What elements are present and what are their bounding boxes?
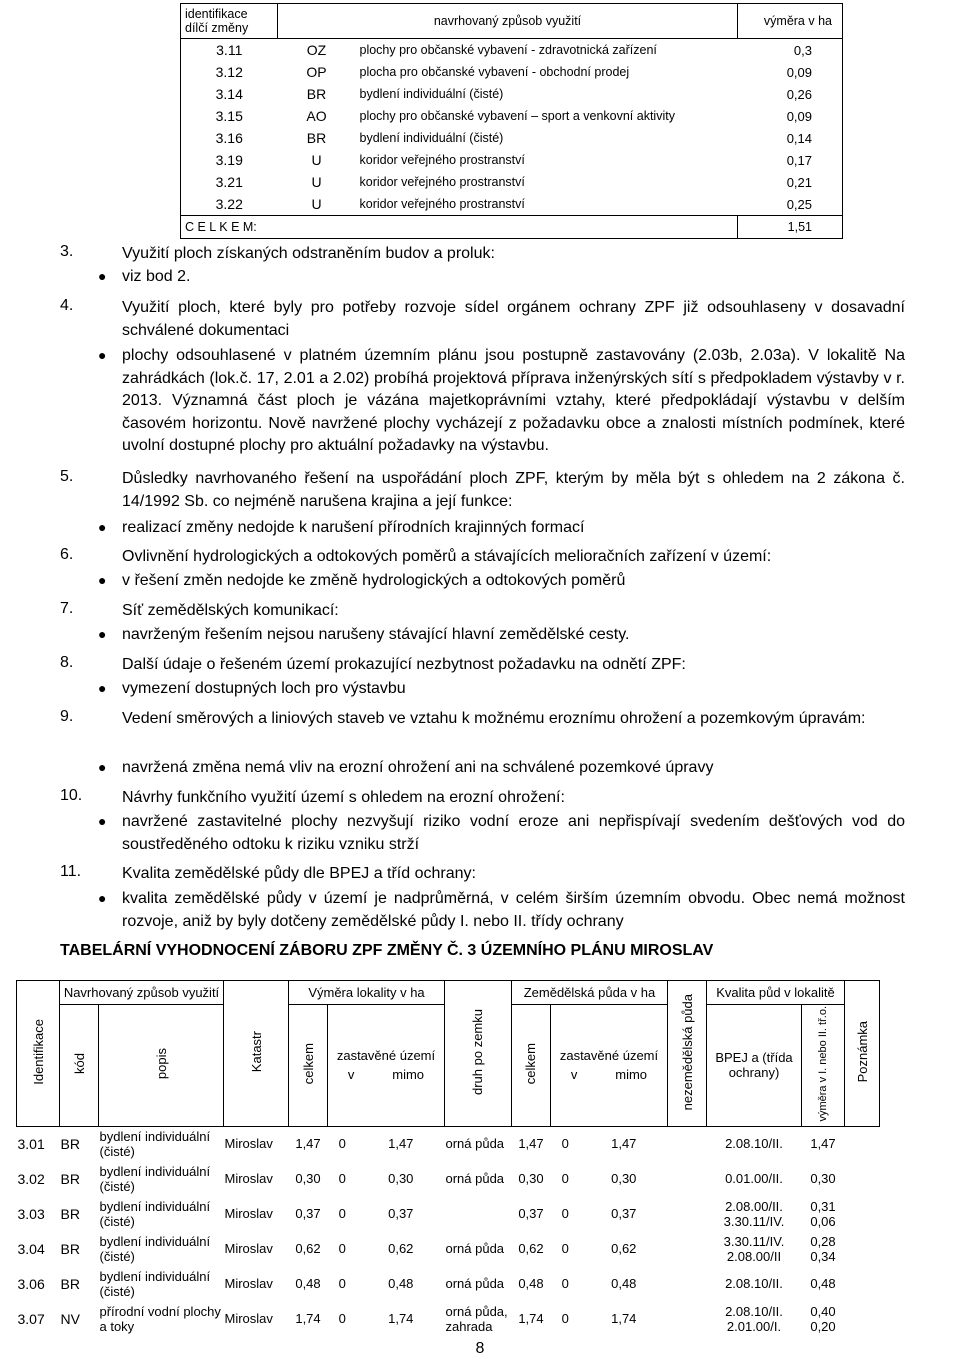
row-bpej: 2.08.10/II. <box>725 1136 783 1152</box>
row-v2: 0 <box>561 1136 569 1152</box>
row-desc: bydlení individuální (čisté) <box>359 131 504 145</box>
table-row <box>17 1196 880 1231</box>
row-desc: koridor veřejného prostranství <box>359 197 525 211</box>
row-id: 3.01 <box>17 1135 45 1152</box>
section-7-title: Síť zemědělských komunikací: <box>122 602 339 619</box>
row-vymera: 0,40 0,20 <box>810 1303 836 1334</box>
row-desc: koridor veřejného prostranství <box>359 153 525 167</box>
row-value: 0,14 <box>738 127 843 149</box>
row-v2: 0 <box>561 1171 569 1187</box>
section-4-title: Využití ploch, které byly pro potřeby rozvoje sídel orgánem ochrany ZPF již odsouhlaseny v dosavadní schválené dokumentaci <box>122 299 905 339</box>
header-pozn: Poznámka <box>845 981 880 1127</box>
header-kod: kód <box>60 1005 99 1127</box>
header-nezem: nezemědělská půda <box>668 981 707 1127</box>
section-11-title: Kvalita zemědělské půdy dle BPEJ a tříd ochrany: <box>122 865 476 882</box>
header-ident: Identifikace <box>17 981 60 1127</box>
table-row <box>181 193 843 216</box>
row-katastr: Miroslav <box>224 1311 273 1327</box>
row-celkem2: 1,74 <box>518 1311 544 1327</box>
header-agri-group: Zemědělská půda v ha <box>511 981 667 1005</box>
table-row <box>17 1161 880 1196</box>
row-druh: orná půda <box>445 1171 505 1187</box>
page-number: 8 <box>475 1340 485 1357</box>
row-v: 0 <box>338 1311 346 1327</box>
row-nezem <box>668 1266 707 1301</box>
table-header-row <box>181 4 843 39</box>
row-celkem2: 0,48 <box>518 1276 544 1292</box>
row-id: 3.04 <box>17 1240 45 1257</box>
section-9-number: 9. <box>60 708 74 725</box>
table-row <box>17 1266 880 1301</box>
row-druh <box>444 1196 511 1231</box>
section-8-title: Další údaje o řešeném území prokazující nezbytnost požadavku na odnětí ZPF: <box>122 656 686 673</box>
row-kod: BR <box>60 1170 80 1187</box>
header-area: výměra v ha <box>738 4 843 39</box>
table-row <box>17 1231 880 1266</box>
row-vymera: 0,28 0,34 <box>810 1233 836 1264</box>
section-7-bullet: navrženým řešením nejsou narušeny stávající hlavní zemědělské cesty. <box>122 626 630 643</box>
row-mimo2: 1,47 <box>611 1136 637 1152</box>
total-row <box>181 216 843 239</box>
bullet-icon: ● <box>98 813 107 829</box>
row-value: 0,25 <box>738 193 843 216</box>
header-zast: zastavěné území v mimo <box>328 1005 445 1127</box>
bullet-icon: ● <box>98 572 107 588</box>
row-pozn <box>845 1126 880 1161</box>
row-v: 0 <box>338 1171 346 1187</box>
row-value: 0,09 <box>738 61 843 83</box>
table-row <box>17 1301 880 1336</box>
header-celkem: celkem <box>289 1005 328 1127</box>
row-v2: 0 <box>561 1206 569 1222</box>
row-nezem <box>668 1126 707 1161</box>
zpf-evaluation-table <box>16 980 880 1336</box>
row-abbr: U <box>311 196 322 212</box>
row-abbr: U <box>311 174 322 190</box>
section-4-bullet: plochy odsouhlasené v platném územním plánu jsou postupně zastavovány (2.03b, 2.03a). V lokalitě Na zahrádkách (lok.č. 17, 2.01 a 2.02) probíhá projektová příprava inženýrských sítí s předpokladem výstavby v r. 2013. Významná část ploch je vázána majetkoprávními vztahy, které předpokládají výstavbu v delším časovém horizontu. Nově navržené plochy vycházejí z požadavku obce a znalosti místních podmínek, které uvolní dostupné plochy pro aktuální požadavky na výstavbu. <box>122 347 905 454</box>
row-mimo: 0,62 <box>388 1241 414 1257</box>
bullet-icon: ● <box>98 347 107 363</box>
row-code: 3.22 <box>181 193 278 216</box>
header-vymera: výměra v I. nebo II. tř.o. <box>802 1005 845 1127</box>
row-kod: BR <box>60 1135 80 1152</box>
total-label: C E L K E M: <box>181 216 738 239</box>
row-bpej: 2.08.10/II. 2.01.00/I. <box>725 1303 783 1334</box>
row-mimo: 1,74 <box>388 1311 414 1327</box>
row-kod: BR <box>60 1240 80 1257</box>
row-bpej: 2.08.00/II. 3.30.11/IV. <box>723 1198 785 1229</box>
row-celkem2: 0,62 <box>518 1241 544 1257</box>
row-v2: 0 <box>561 1311 569 1327</box>
section-8-bullet: vymezení dostupných loch pro výstavbu <box>122 680 406 697</box>
row-vymera: 0,48 <box>810 1276 836 1292</box>
row-vymera: 1,47 <box>810 1136 836 1152</box>
row-celkem: 0,48 <box>295 1276 321 1292</box>
allocation-table <box>180 3 843 239</box>
bullet-icon: ● <box>98 626 107 642</box>
row-bpej: 3.30.11/IV. 2.08.00/II <box>723 1233 785 1264</box>
row-nezem <box>668 1231 707 1266</box>
table-row <box>17 1126 880 1161</box>
row-popis: přírodní vodní plochy a toky <box>99 1303 221 1334</box>
row-mimo2: 0,30 <box>611 1171 637 1187</box>
section-11-bullet: kvalita zemědělské půdy v území je nadprůměrná, v celém širším územním obvodu. Obec nemá možnost rozvoje, aniž by byly dotčeny zemědělské půdy I. nebo II. třídy ochrany <box>122 890 905 930</box>
header-identifikace: identifikace dílčí změny <box>181 4 278 39</box>
row-mimo2: 0,62 <box>611 1241 637 1257</box>
section-3-number: 3. <box>60 243 74 260</box>
table-row <box>181 171 843 193</box>
table-body <box>181 39 843 216</box>
section-6-bullet: v řešení změn nedojde ke změně hydrologických a odtokových poměrů <box>122 572 626 589</box>
row-abbr: AO <box>306 108 327 124</box>
bullet-icon: ● <box>98 519 107 535</box>
row-value: 0,26 <box>738 83 843 105</box>
section-10-title: Návrhy funkčního využití území s ohledem na erozní ohrožení: <box>122 789 565 806</box>
section-9-bullet: navržená změna nemá vliv na erozní ohrožení ani na schválené pozemkové úpravy <box>122 759 714 776</box>
section-6-title: Ovlivnění hydrologických a odtokových poměrů a stávajících melioračních zařízení v území: <box>122 548 772 565</box>
row-v: 0 <box>338 1241 346 1257</box>
row-value: 0,21 <box>738 171 843 193</box>
row-bpej: 0.01.00/II. <box>725 1171 783 1187</box>
row-desc: bydlení individuální (čisté) <box>359 87 504 101</box>
row-katastr: Miroslav <box>224 1136 273 1152</box>
row-mimo: 1,47 <box>388 1136 414 1152</box>
row-desc: plochy pro občanské vybavení - zdravotnická zařízení <box>359 43 657 57</box>
row-code: 3.16 <box>181 127 278 149</box>
row-code: 3.11 <box>181 39 278 62</box>
row-katastr: Miroslav <box>224 1171 273 1187</box>
row-mimo: 0,37 <box>388 1206 414 1222</box>
row-desc: plocha pro občanské vybavení - obchodní prodej <box>359 65 630 79</box>
row-mimo2: 0,37 <box>611 1206 637 1222</box>
section-3-bullet: viz bod 2. <box>122 268 191 285</box>
row-abbr: BR <box>306 130 327 146</box>
row-mimo2: 0,48 <box>611 1276 637 1292</box>
row-popis: bydlení individuální (čisté) <box>99 1128 211 1159</box>
header-celkem2: celkem <box>511 1005 550 1127</box>
row-pozn <box>845 1161 880 1196</box>
section-6-number: 6. <box>60 546 74 563</box>
row-celkem2: 0,30 <box>518 1171 544 1187</box>
total-value: 1,51 <box>738 216 843 239</box>
header-quality-group: Kvalita půd v lokalitě <box>707 981 845 1005</box>
section-7-number: 7. <box>60 600 74 617</box>
row-kod: NV <box>60 1310 80 1327</box>
row-vymera: 0,30 <box>810 1171 836 1187</box>
row-pozn <box>845 1231 880 1266</box>
header-use: navrhovaný způsob využití <box>278 4 738 39</box>
row-v2: 0 <box>561 1276 569 1292</box>
header-zast2: zastavěné území v mimo <box>550 1005 667 1127</box>
table-row <box>181 105 843 127</box>
section-10-bullet: navržené zastavitelné plochy nezvyšují riziko vodní eroze ani nepřispívají svedením dešťových vod do soustředěného odtoku k riziku vzniku strží <box>122 813 905 853</box>
row-celkem: 1,74 <box>295 1311 321 1327</box>
row-celkem: 0,30 <box>295 1171 321 1187</box>
row-katastr: Miroslav <box>224 1206 273 1222</box>
section-9-title: Vedení směrových a liniových staveb ve vztahu k možnému eroznímu ohrožení a pozemkovým úpravám: <box>122 710 866 727</box>
bullet-icon: ● <box>98 680 107 696</box>
table-body <box>17 1126 880 1336</box>
row-popis: bydlení individuální (čisté) <box>99 1198 211 1229</box>
header-bpej: BPEJ a (třída ochrany) <box>707 1005 802 1127</box>
row-abbr: OZ <box>306 42 327 58</box>
row-abbr: U <box>311 152 322 168</box>
row-celkem: 1,47 <box>295 1136 321 1152</box>
row-value: 0,17 <box>738 149 843 171</box>
row-celkem: 0,62 <box>295 1241 321 1257</box>
bullet-icon: ● <box>98 759 107 775</box>
row-katastr: Miroslav <box>224 1241 273 1257</box>
row-pozn <box>845 1301 880 1336</box>
row-desc: plochy pro občanské vybavení – sport a venkovní aktivity <box>359 109 675 123</box>
table-row <box>181 83 843 105</box>
row-v2: 0 <box>561 1241 569 1257</box>
row-code: 3.15 <box>181 105 278 127</box>
bullet-icon: ● <box>98 890 107 906</box>
header-druh: druh po zemku <box>444 981 511 1127</box>
row-druh: orná půda, zahrada <box>445 1303 508 1334</box>
row-celkem2: 1,47 <box>518 1136 544 1152</box>
section-3-title: Využití ploch získaných odstraněním budov a proluk: <box>122 245 495 262</box>
section-5-number: 5. <box>60 468 74 485</box>
row-vymera: 0,31 0,06 <box>810 1198 836 1229</box>
row-nezem <box>668 1301 707 1336</box>
row-mimo: 0,30 <box>388 1171 414 1187</box>
table-row <box>181 61 843 83</box>
bullet-icon: ● <box>98 268 107 284</box>
table-row <box>181 39 843 62</box>
section-4-number: 4. <box>60 297 74 314</box>
row-abbr: BR <box>306 86 327 102</box>
row-id: 3.07 <box>17 1310 45 1327</box>
row-bpej: 2.08.10/II. <box>725 1276 783 1292</box>
section-5-title: Důsledky navrhovaného řešení na uspořádání ploch ZPF, kterým by měla být s ohledem na 2 zákona č. 14/1992 Sb. co nejméně narušena krajina a její funkce: <box>122 470 905 510</box>
row-code: 3.12 <box>181 61 278 83</box>
section-11-number: 11. <box>60 863 82 880</box>
row-abbr: OP <box>306 64 327 80</box>
row-id: 3.03 <box>17 1205 45 1222</box>
row-id: 3.06 <box>17 1275 45 1292</box>
row-v: 0 <box>338 1206 346 1222</box>
row-druh: orná půda <box>445 1136 505 1152</box>
row-druh: orná půda <box>445 1276 505 1292</box>
header-area-group: Výměra lokality v ha <box>289 981 445 1005</box>
row-mimo: 0,48 <box>388 1276 414 1292</box>
table-row <box>181 127 843 149</box>
row-popis: bydlení individuální (čisté) <box>99 1163 211 1194</box>
row-popis: bydlení individuální (čisté) <box>99 1268 211 1299</box>
row-desc: koridor veřejného prostranství <box>359 175 525 189</box>
row-popis: bydlení individuální (čisté) <box>99 1233 211 1264</box>
table-title: TABELÁRNÍ VYHODNOCENÍ ZÁBORU ZPF ZMĚNY Č. 3 ÚZEMNÍHO PLÁNU MIROSLAV <box>60 942 714 959</box>
row-katastr: Miroslav <box>224 1276 273 1292</box>
row-code: 3.14 <box>181 83 278 105</box>
row-pozn <box>845 1266 880 1301</box>
section-10-number: 10. <box>60 787 83 804</box>
row-nezem <box>668 1161 707 1196</box>
row-v: 0 <box>338 1136 346 1152</box>
table-row <box>181 149 843 171</box>
row-celkem: 0,37 <box>295 1206 321 1222</box>
row-code: 3.19 <box>181 149 278 171</box>
row-druh: orná půda <box>445 1241 505 1257</box>
header-popis: popis <box>99 1005 224 1127</box>
row-value: 0,09 <box>738 105 843 127</box>
row-kod: BR <box>60 1205 80 1222</box>
row-nezem <box>668 1196 707 1231</box>
row-mimo2: 1,74 <box>611 1311 637 1327</box>
row-celkem2: 0,37 <box>518 1206 544 1222</box>
row-kod: BR <box>60 1275 80 1292</box>
row-id: 3.02 <box>17 1170 45 1187</box>
section-8-number: 8. <box>60 654 74 671</box>
header-use-group: Navrhovaný způsob využití <box>60 981 224 1005</box>
row-value: 0,3 <box>738 39 843 62</box>
section-5-bullet: realizací změny nedojde k narušení přírodních krajinných formací <box>122 519 585 536</box>
row-pozn <box>845 1196 880 1231</box>
row-code: 3.21 <box>181 171 278 193</box>
row-v: 0 <box>338 1276 346 1292</box>
header-katastr: Katastr <box>224 981 289 1127</box>
